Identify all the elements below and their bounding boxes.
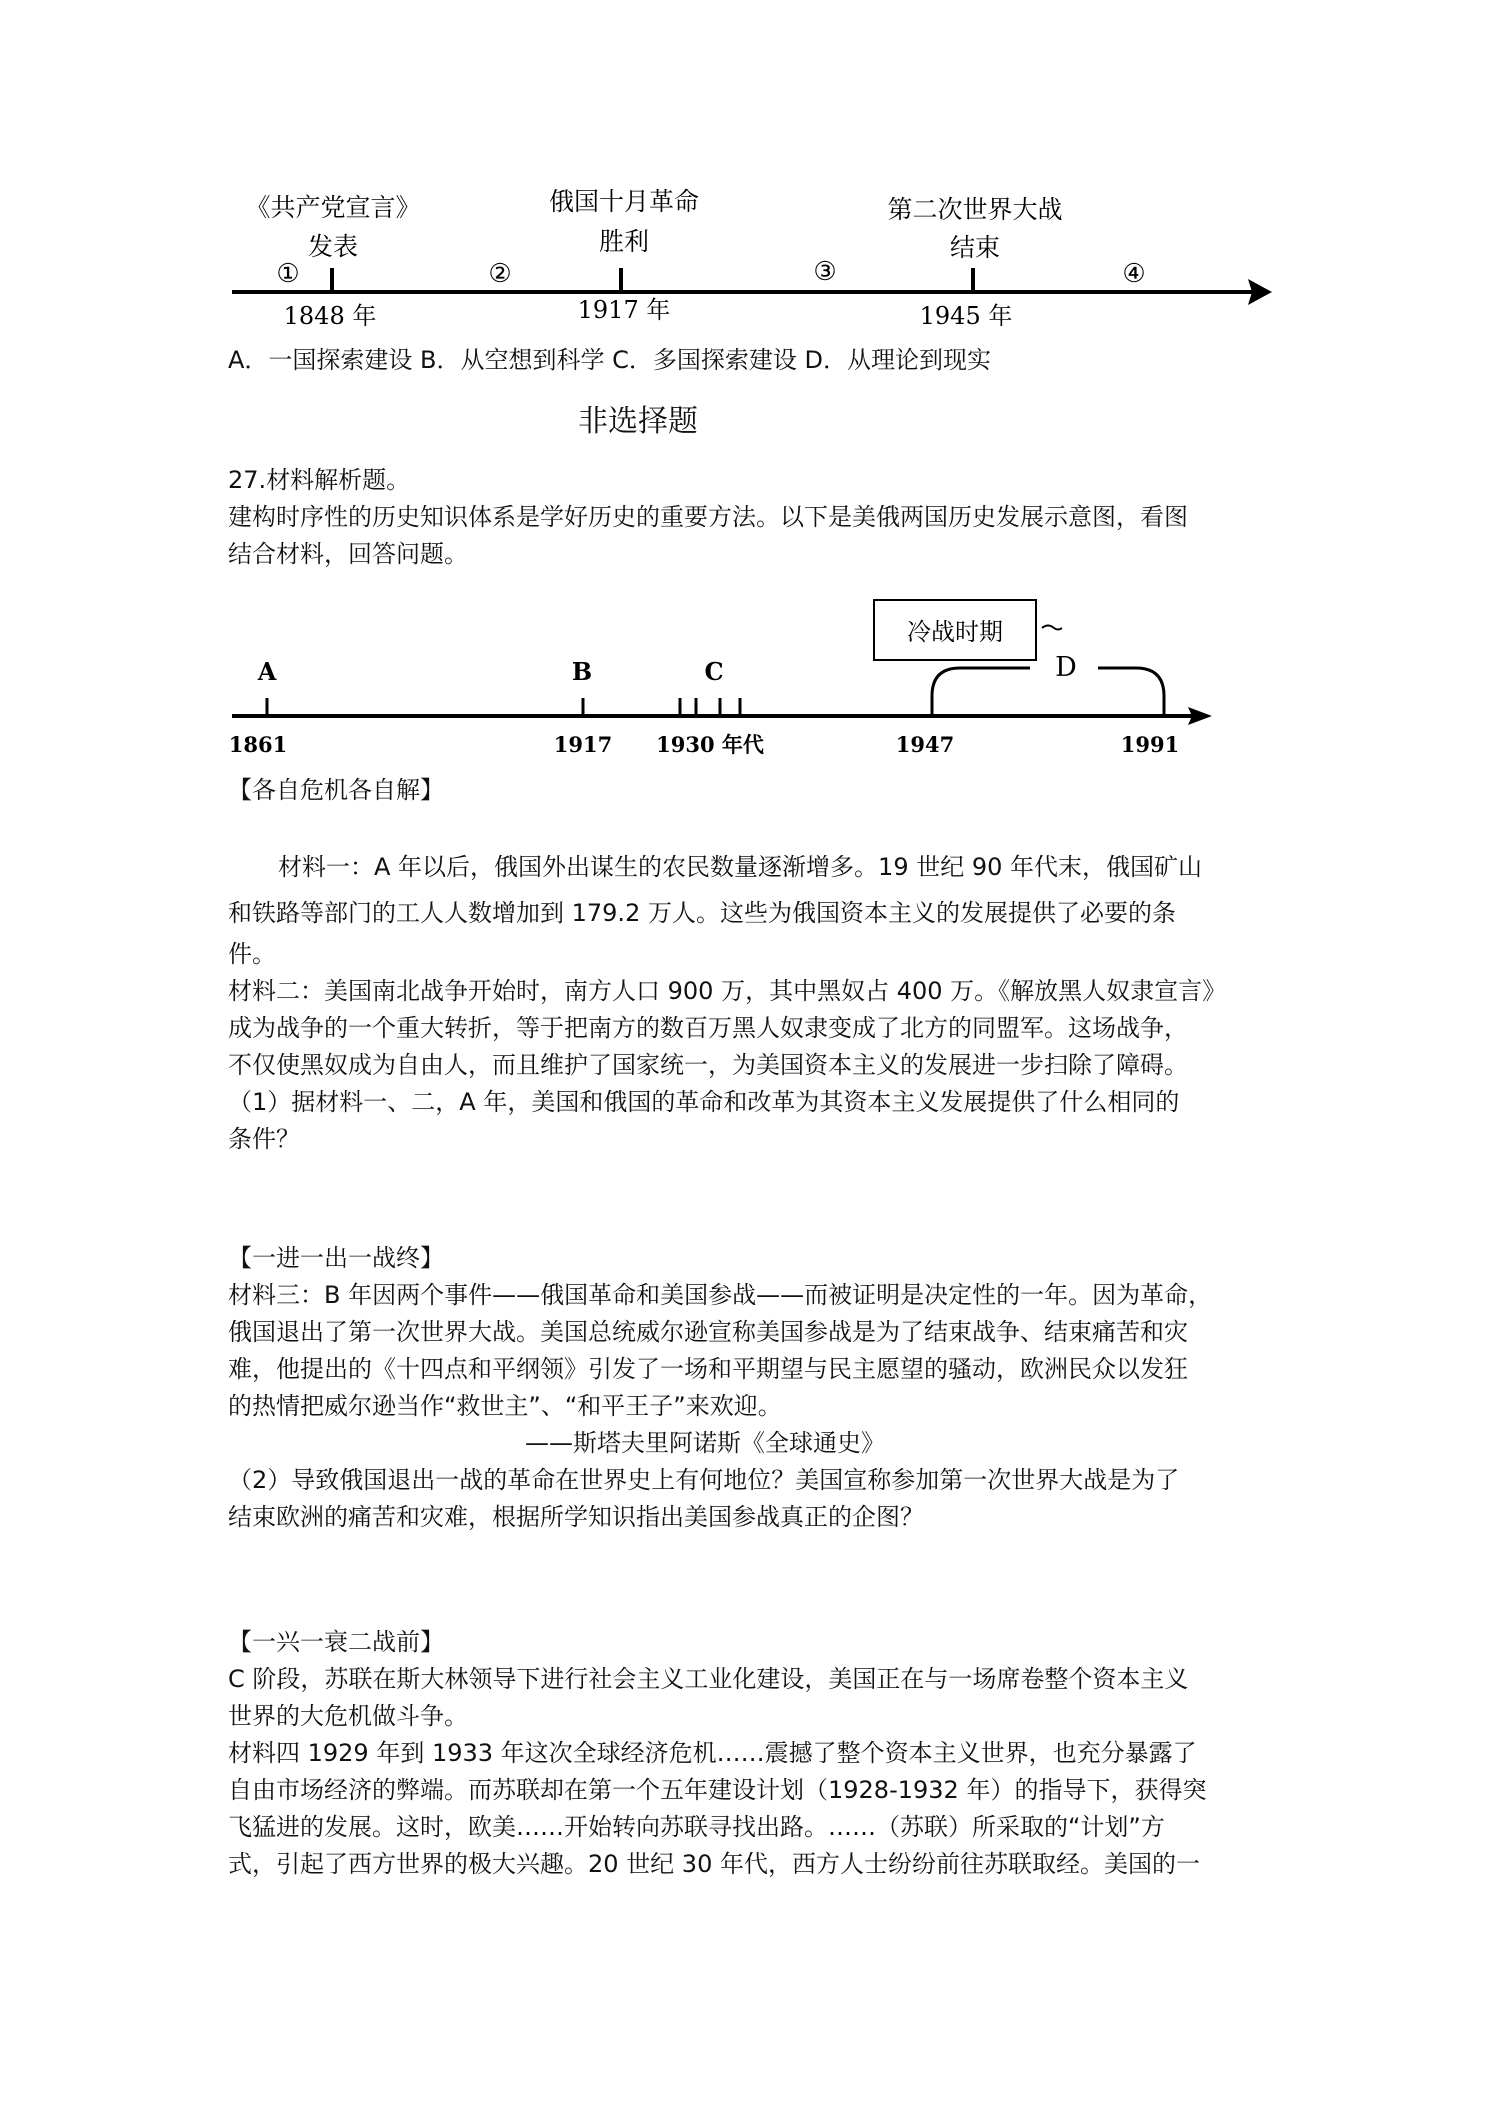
point-label: B — [571, 657, 593, 686]
point-label: A — [257, 657, 277, 686]
year-label: 1991 — [1120, 732, 1180, 757]
material-text: 不仅使黑奴成为自由人，而且维护了国家统一，为美国资本主义的发展进一步扫除了障碍。 — [228, 1051, 1188, 1079]
point-label: D — [1055, 652, 1077, 683]
segment-marker: ② — [488, 259, 512, 289]
segment-marker: ③ — [813, 257, 837, 287]
section-heading: 【各自危机各自解】 — [228, 776, 444, 804]
event-label: 《共产党宣言》 — [245, 193, 421, 222]
material-text: 式，引起了西方世界的极大兴趣。20 世纪 30 年代，西方人士纷纷前往苏联取经。美国的一 — [228, 1850, 1200, 1878]
material-text: 俄国退出了第一次世界大战。美国总统威尔逊宣称美国参战是为了结束战争、结束痛苦和灾 — [228, 1318, 1188, 1346]
year-label: 1930 年代 — [656, 732, 764, 757]
material-text: 材料一：A 年以后，俄国外出谋生的农民数量逐渐增多。19 世纪 90 年代末，俄国矿山 — [278, 853, 1203, 881]
material-text: 自由市场经济的弊端。而苏联却在第一个五年建设计划（1928-1932 年）的指导下，获得突 — [228, 1776, 1207, 1804]
material-text: C 阶段，苏联在斯大林领导下进行社会主义工业化建设，美国正在与一场席卷整个资本主义 — [228, 1665, 1189, 1693]
material-text: 件。 — [228, 940, 276, 968]
timeline-socialism — [0, 0, 1488, 360]
year-label: 1945 年 — [919, 302, 1013, 330]
section-title: 非选择题 — [578, 404, 698, 439]
year-label: 1848 年 — [283, 302, 377, 330]
question-text: 条件？ — [228, 1125, 300, 1153]
material-text: 和铁路等部门的工人人数增加到 179.2 万人。这些为俄国资本主义的发展提供了必要的条 — [228, 899, 1176, 927]
event-label: 俄国十月革命 — [548, 187, 700, 216]
year-label: 1947 — [895, 732, 955, 757]
event-label: 发表 — [307, 232, 359, 261]
material-text: 材料二：美国南北战争开始时，南方人口 900 万，其中黑奴占 400 万。《解放黑人奴隶宣言》 — [228, 977, 1227, 1005]
cold-war-label: 冷战时期 — [907, 618, 1003, 646]
material-text: 材料四 1929 年到 1933 年这次全球经济危机……震撼了整个资本主义世界，也充分暴露了 — [228, 1739, 1197, 1767]
question-heading: 27.材料解析题。 — [228, 466, 411, 494]
event-label: 胜利 — [598, 227, 650, 256]
material-text: 成为战争的一个重大转折，等于把南方的数百万黑人奴隶变成了北方的同盟军。这场战争， — [228, 1014, 1188, 1042]
material-text: 飞猛进的发展。这时，欧美……开始转向苏联寻找出路。……（苏联）所采取的“计划”方 — [228, 1813, 1165, 1841]
question-text: （1）据材料一、二，A 年，美国和俄国的革命和改革为其资本主义发展提供了什么相同的 — [228, 1088, 1180, 1116]
question-intro: 建构时序性的历史知识体系是学好历史的重要方法。以下是美俄两国历史发展示意图，看图 — [228, 503, 1188, 531]
answer-options: A．一国探索建设 B．从空想到科学 C．多国探索建设 D．从理论到现实 — [228, 346, 992, 374]
year-label: 1861 — [228, 732, 288, 757]
question-intro: 结合材料，回答问题。 — [228, 540, 468, 568]
question-text: 结束欧洲的痛苦和灾难，根据所学知识指出美国参战真正的企图？ — [228, 1503, 924, 1531]
segment-marker: ① — [276, 259, 300, 289]
section-heading: 【一进一出一战终】 — [228, 1244, 444, 1272]
segment-marker: ④ — [1122, 259, 1146, 289]
question-text: （2）导致俄国退出一战的革命在世界史上有何地位？美国宣称参加第一次世界大战是为了 — [228, 1466, 1180, 1494]
year-label: 1917 — [553, 732, 613, 757]
cold-war-bracket — [932, 668, 1030, 696]
timeline-us-russia — [0, 580, 1488, 760]
section-heading: 【一兴一衰二战前】 — [228, 1628, 444, 1656]
cold-war-bracket — [1098, 668, 1164, 696]
event-label: 第二次世界大战 — [887, 195, 1063, 224]
material-text: 材料三：B 年因两个事件——俄国革命和美国参战——而被证明是决定性的一年。因为革命， — [228, 1281, 1213, 1309]
material-text: 难，他提出的《十四点和平纲领》引发了一场和平期望与民主愿望的骚动，欧洲民众以发狂 — [228, 1355, 1188, 1383]
material-text: 的热情把威尔逊当作“救世主”、“和平王子”来欢迎。 — [228, 1392, 782, 1420]
tilde-mark — [1042, 626, 1062, 630]
source-citation: ——斯塔夫里阿诺斯《全球通史》 — [525, 1429, 885, 1457]
material-text: 世界的大危机做斗争。 — [228, 1702, 468, 1730]
point-label: C — [704, 657, 724, 686]
year-label: 1917 年 — [577, 296, 671, 324]
event-label: 结束 — [949, 233, 1001, 262]
